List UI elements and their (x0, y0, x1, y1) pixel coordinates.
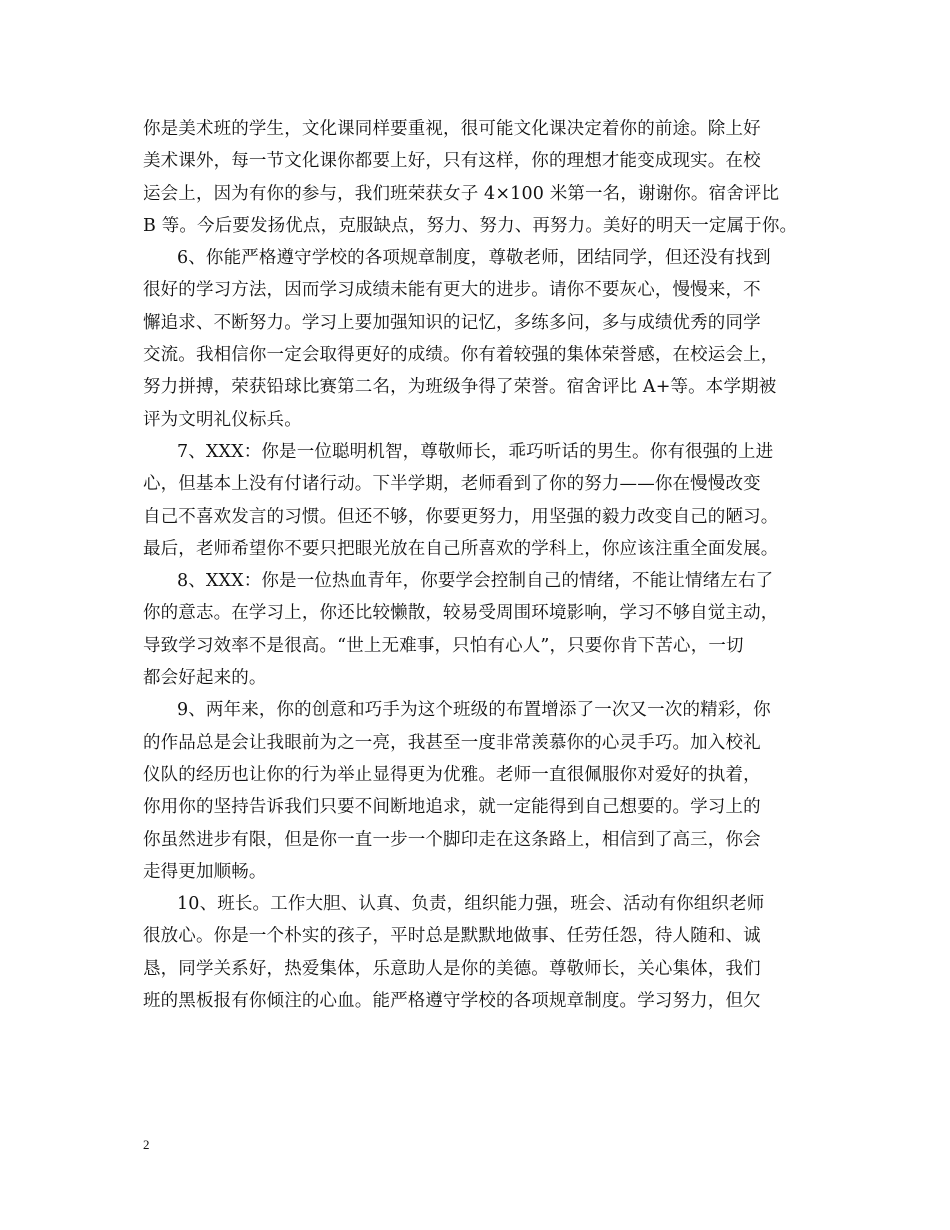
text-line: 美术课外，每一节文化课你都要上好，只有这样，你的理想才能变成现实。在校 (143, 151, 761, 172)
text-line: 班的黑板报有你倾注的心血。能严格遵守学校的各项规章制度。学习努力，但欠 (143, 991, 761, 1012)
paragraph-6-first-line: 6、你能严格遵守学校的各项规章制度，尊敬老师，团结同学，但还没有找到 (177, 248, 771, 269)
text-line: 导致学习效率不是很高。“世上无难事，只怕有心人”，只要你肯下苦心，一切 (143, 635, 744, 656)
text-line: 走得更加顺畅。 (143, 861, 267, 882)
text-line: 最后，老师希望你不要只把眼光放在自己所喜欢的学科上，你应该注重全面发展。 (143, 538, 779, 559)
paragraph-8-first-line: 8、XXX：你是一位热血青年，你要学会控制自己的情绪，不能让情绪左右了 (177, 571, 774, 592)
text-line: 很好的学习方法，因而学习成绩未能有更大的进步。请你不要灰心，慢慢来，不 (143, 280, 761, 301)
text-line: 评为文明礼仪标兵。 (143, 409, 302, 430)
text-line: 心，但基本上没有付诸行动。下半学期，老师看到了你的努力——你在慢慢改变 (143, 474, 761, 495)
paragraph-10-first-line: 10、班长。工作大胆、认真、负责，组织能力强，班会、活动有你组织老师 (177, 894, 765, 915)
text-line: 你的意志。在学习上，你还比较懒散，较易受周围环境影响，学习不够自觉主动， (143, 603, 779, 624)
text-line: 你是美术班的学生，文化课同样要重视，很可能文化课决定着你的前途。除上好 (143, 119, 761, 139)
text-line: 很放心。你是一个朴实的孩子，平时总是默默地做事、任劳任怨，待人随和、诚 (143, 926, 761, 947)
text-line: 仪队的经历也让你的行为举止显得更为优雅。老师一直很佩服你对爱好的执着， (143, 764, 761, 785)
text-line: 努力拼搏，荣获铅球比赛第二名，为班级争得了荣誉。宿舍评比 A+等。本学期被 (143, 377, 777, 398)
document-body (143, 113, 823, 1017)
paragraph-9-first-line: 9、两年来，你的创意和巧手为这个班级的布置增添了一次又一次的精彩，你 (177, 700, 771, 721)
text-line: 的作品总是会让我眼前为之一亮，我甚至一度非常羡慕你的心灵手巧。加入校礼 (143, 732, 761, 753)
text-line: 都会好起来的。 (143, 668, 267, 689)
text-line: 你虽然进步有限，但是你一直一步一个脚印走在这条路上，相信到了高三，你会 (143, 829, 761, 850)
text-line: 懈追求、不断努力。学习上要加强知识的记忆，多练多问，多与成绩优秀的同学 (143, 312, 761, 333)
page-number: 2 (143, 1137, 150, 1152)
text-line: B 等。今后要发扬优点，克服缺点，努力、努力、再努力。美好的明天一定属于你。 (143, 215, 798, 236)
text-line: 自己不喜欢发言的习惯。但还不够，你要更努力，用坚强的毅力改变自己的陋习。 (143, 506, 779, 527)
paragraph-7-first-line: 7、XXX：你是一位聪明机智，尊敬师长，乖巧听话的男生。你有很强的上进 (177, 441, 774, 462)
text-line: 运会上，因为有你的参与，我们班荣获女子 4×100 米第一名，谢谢你。宿舍评比 (143, 183, 780, 204)
text-line: 恳，同学关系好，热爱集体，乐意助人是你的美德。尊敬师长，关心集体，我们 (143, 958, 761, 979)
text-line: 你用你的坚持告诉我们只要不间断地追求，就一定能得到自己想要的。学习上的 (143, 797, 761, 818)
text-line: 交流。我相信你一定会取得更好的成绩。你有着较强的集体荣誉感，在校运会上， (143, 345, 779, 366)
